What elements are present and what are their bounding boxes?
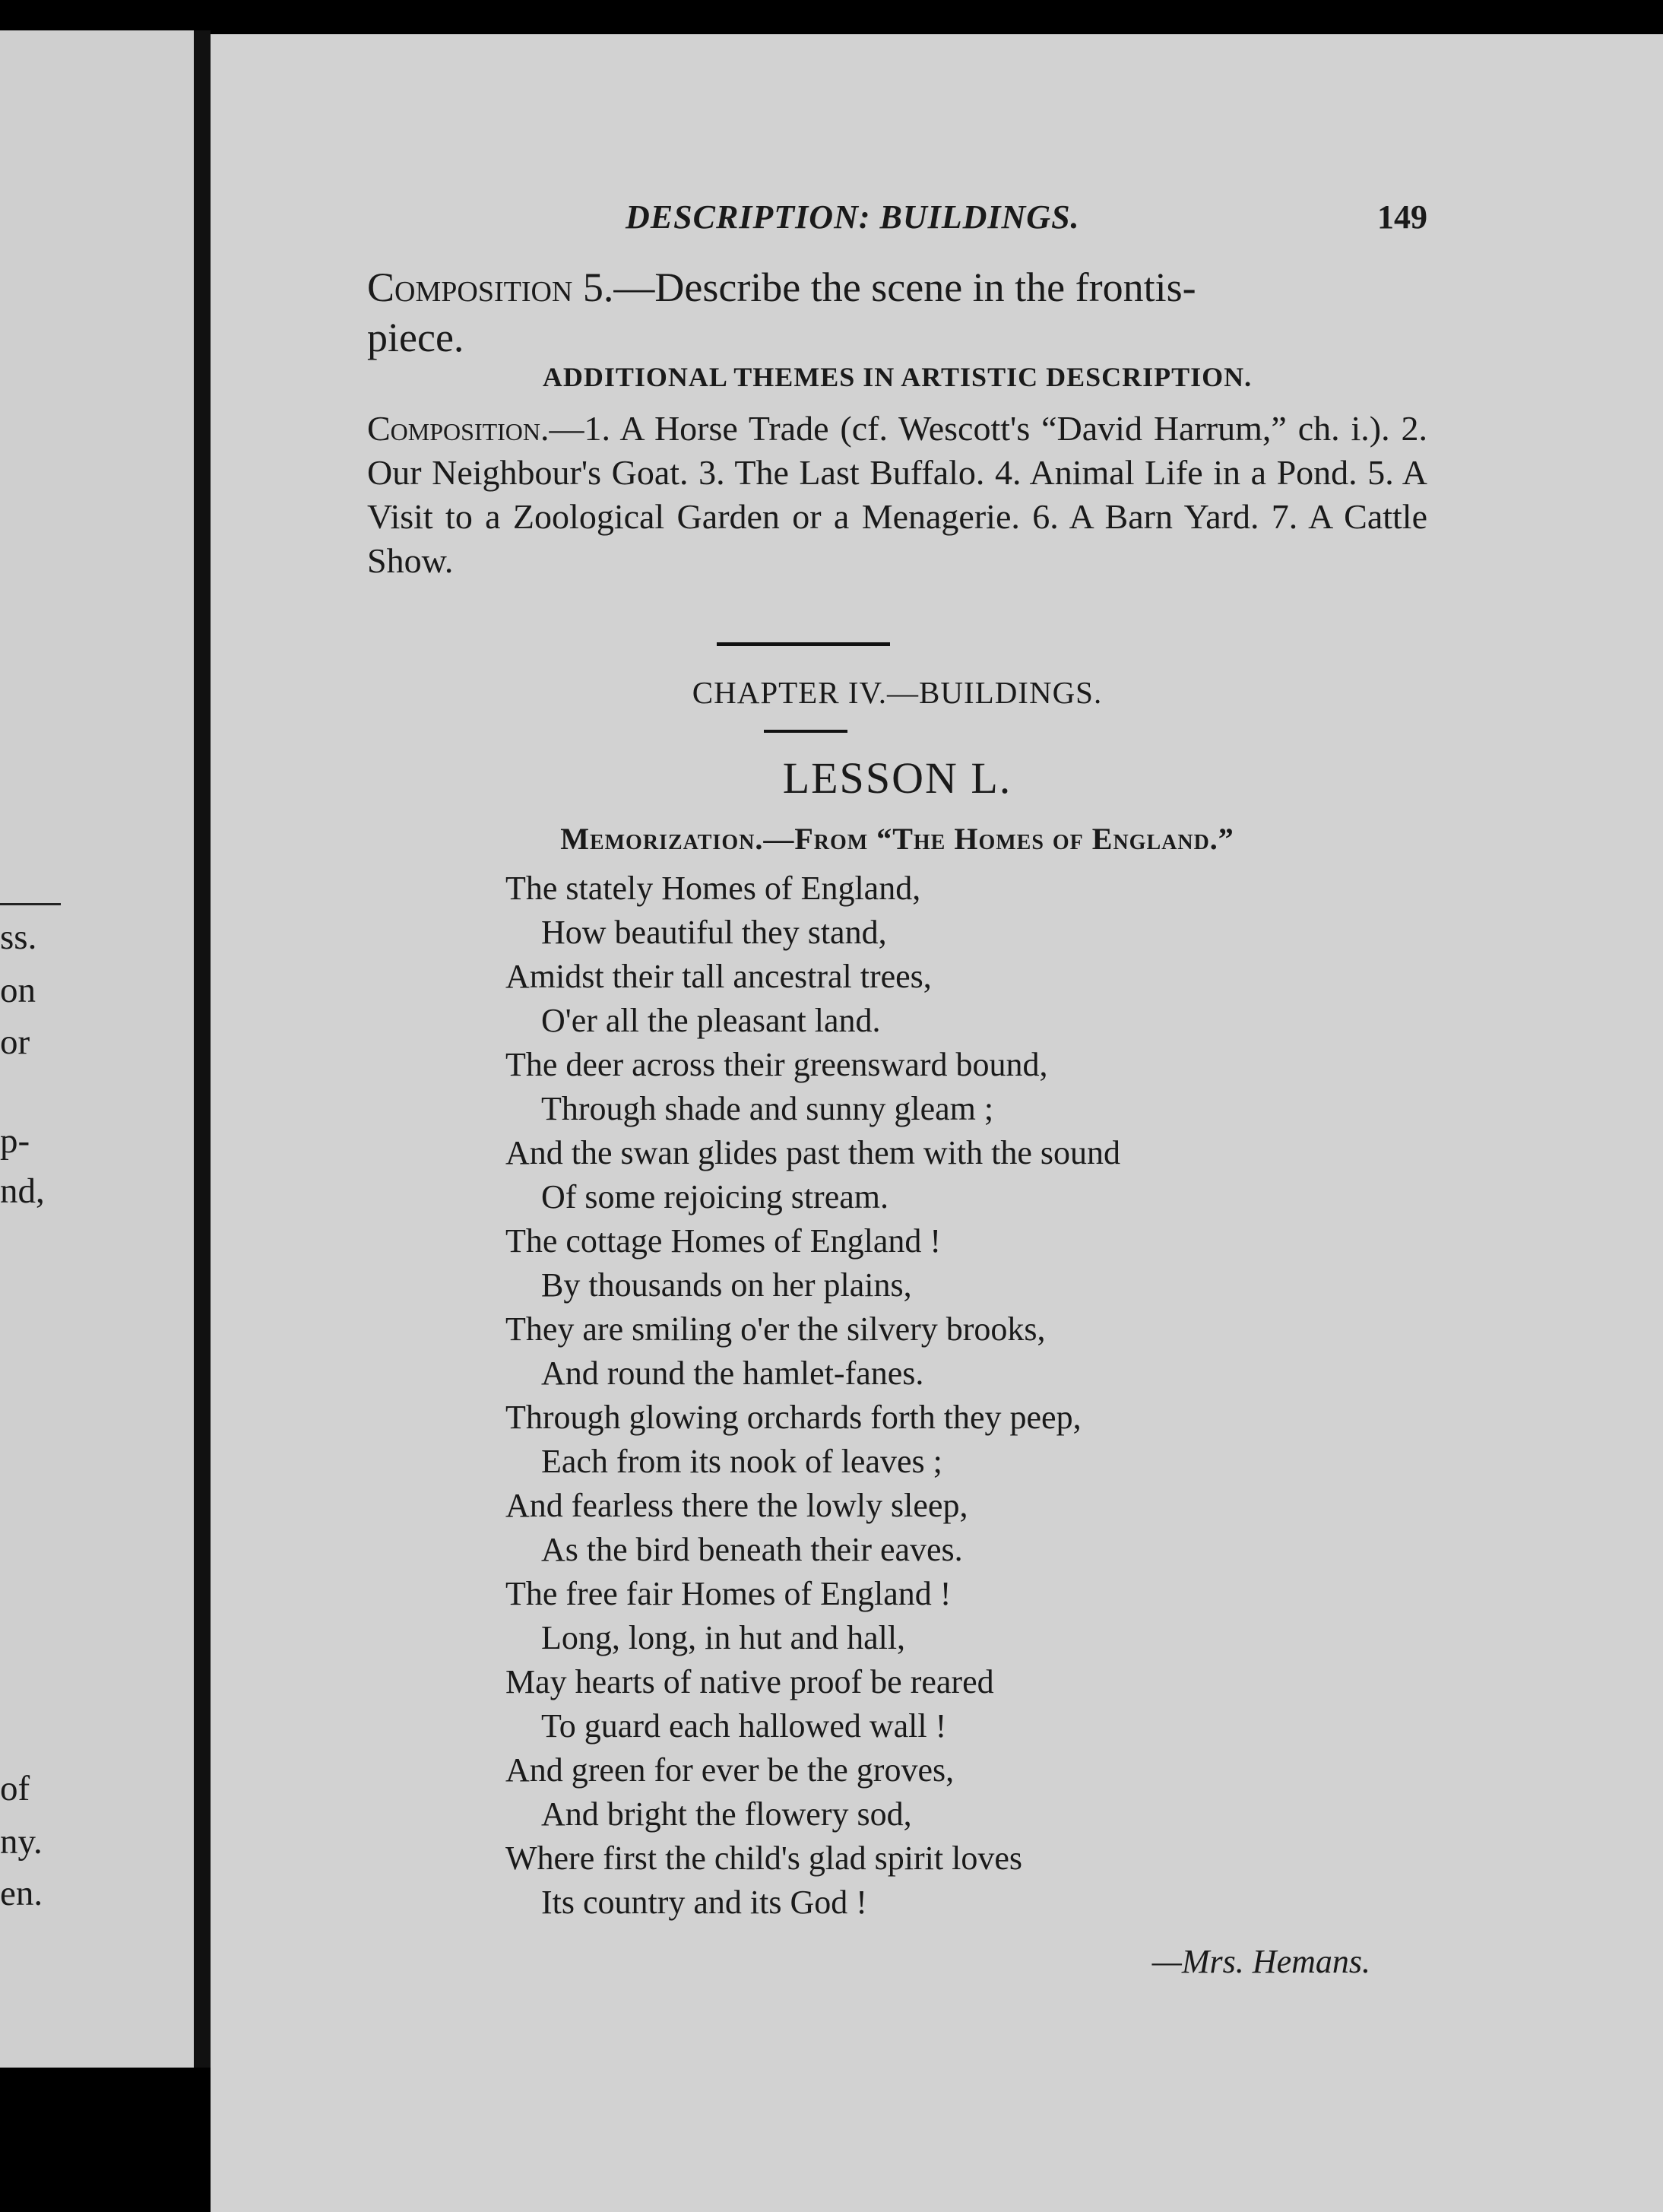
- additional-themes-heading: ADDITIONAL THEMES IN ARTISTIC DESCRIPTION.: [542, 362, 1253, 392]
- book-page: [211, 34, 1663, 2212]
- left-page-fragment: ny.: [0, 1822, 43, 1862]
- left-page-fragment: on: [0, 971, 36, 1010]
- poem-line: How beautiful they stand,: [541, 914, 887, 951]
- poem-line: Of some rejoicing stream.: [541, 1178, 889, 1215]
- left-page-fragment: or: [0, 1022, 30, 1062]
- poem-line: By thousands on her plains,: [541, 1266, 912, 1304]
- poem-line: Its country and its God !: [541, 1884, 867, 1921]
- left-page-fragment: en.: [0, 1874, 43, 1913]
- chapter-title: CHAPTER IV.—BUILDINGS.: [692, 675, 1103, 710]
- page-number: 149: [1377, 198, 1427, 236]
- additional-themes: [367, 407, 1427, 583]
- chapter-divider: [764, 730, 847, 733]
- poem-line: Amidst their tall ancestral trees,: [505, 958, 932, 995]
- poem-line: And the swan glides past them with the sound: [505, 1134, 1121, 1171]
- poem-line: They are smiling o'er the silvery brooks,: [505, 1310, 1046, 1348]
- running-header: [367, 198, 1427, 243]
- poem-line: And green for ever be the groves,: [505, 1751, 955, 1789]
- poem-attribution: —Mrs. Hemans.: [1151, 1943, 1370, 1980]
- book-gutter: [194, 30, 211, 2068]
- composition-5-text: 5.—Describe the scene in the frontis-: [582, 265, 1196, 310]
- poem-line: The stately Homes of England,: [505, 870, 921, 907]
- poem-line: As the bird beneath their eaves.: [541, 1531, 963, 1568]
- poem-line: May hearts of native proof be reared: [505, 1663, 994, 1700]
- poem-line: The cottage Homes of England !: [505, 1222, 942, 1260]
- section-divider: [717, 642, 890, 646]
- left-page-fragment: p-: [0, 1121, 30, 1161]
- composition-5: [367, 262, 1427, 363]
- poem-line: O'er all the pleasant land.: [541, 1002, 881, 1039]
- poem-line: Through glowing orchards forth they peep,: [505, 1399, 1082, 1436]
- composition-label: Composition: [367, 265, 573, 310]
- poem-line: The deer across their greensward bound,: [505, 1046, 1048, 1083]
- poem-line: And bright the flowery sod,: [541, 1795, 912, 1833]
- poem-line: Each from its nook of leaves ;: [541, 1443, 942, 1480]
- composition-5-continuation: piece.: [367, 315, 464, 360]
- memorization-heading: Memorization.—From “The Homes of England.”: [560, 822, 1234, 856]
- poem-line: The free fair Homes of England !: [505, 1575, 952, 1612]
- left-page-fragment: of: [0, 1769, 30, 1808]
- poem-line: Where first the child's glad spirit loves: [505, 1840, 1022, 1877]
- poem-line: Long, long, in hut and hall,: [541, 1619, 906, 1656]
- left-page-fragment: nd,: [0, 1171, 45, 1211]
- running-title: DESCRIPTION: BUILDINGS.: [626, 198, 1080, 236]
- left-page-fragment: ss.: [0, 917, 37, 957]
- poem-line: And round the hamlet-fanes.: [541, 1355, 924, 1392]
- themes-composition-label: Composition.: [367, 409, 550, 448]
- poem-line: To guard each hallowed wall !: [541, 1707, 947, 1745]
- previous-page-strip: [0, 30, 194, 2068]
- poem-line: Through shade and sunny gleam ;: [541, 1090, 994, 1127]
- left-page-rule: [0, 903, 61, 905]
- poem: [505, 867, 1418, 1925]
- lesson-title: LESSON L.: [782, 753, 1012, 803]
- poem-line: And fearless there the lowly sleep,: [505, 1487, 968, 1524]
- themes-list-text: —1. A Horse Trade (cf. Wescott's “David Harrum,” ch. i.). 2. Our Neighbour's Goat. 3. The Last Buffalo. 4. Animal Life in a Pond. 5. A Visit to a Zoological Garden or a Menagerie. 6. A Barn Yard. 7. A Cattle Show.: [367, 409, 1427, 580]
